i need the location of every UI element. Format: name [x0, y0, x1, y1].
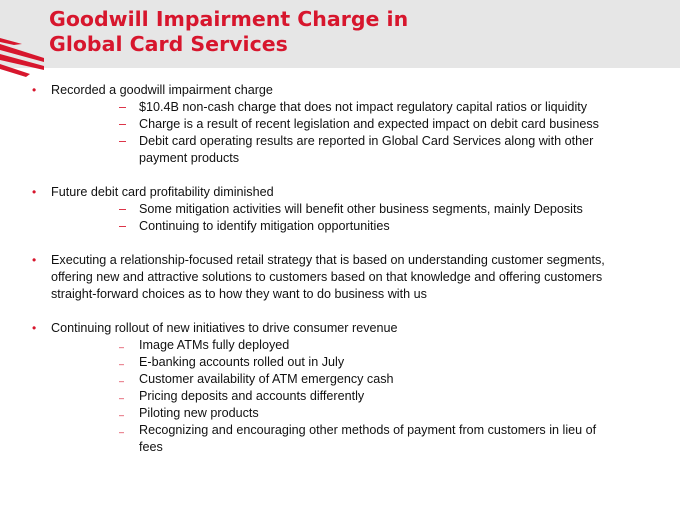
- bullet-item: [0, 252, 680, 303]
- dash-icon: –: [119, 393, 125, 403]
- bullet-text: Recorded a goodwill impairment charge: [51, 83, 273, 97]
- title-line-1: Goodwill Impairment Charge in: [49, 7, 409, 31]
- sub-item: [51, 371, 680, 388]
- bullet-item: [0, 82, 680, 167]
- bullet-text: Future debit card profitability diminished: [51, 185, 274, 199]
- dash-icon: –: [119, 134, 127, 148]
- title-line-2: Global Card Services: [49, 32, 288, 56]
- dash-icon: –: [119, 427, 125, 437]
- sub-item-text: Pricing deposits and accounts differently: [139, 389, 365, 403]
- sub-item: [51, 218, 680, 235]
- dash-icon: –: [119, 100, 127, 114]
- sub-item: [51, 99, 680, 116]
- sub-item: [51, 422, 680, 456]
- sub-item-text: Debit card operating results are reported in Global Card Services along with other payment products: [139, 134, 594, 165]
- bullet-list: [0, 82, 680, 473]
- dash-icon: –: [119, 219, 127, 233]
- sub-item-text: Recognizing and encouraging other methods of payment from customers in lieu of fees: [139, 423, 597, 454]
- bullet-text: Executing a relationship-focused retail strategy that is based on understanding customer segments, offering new and attractive solutions to customers based on that knowledge and offering customers straight-forward choices as to how they want to do business with us: [51, 253, 605, 301]
- sub-item-text: Some mitigation activities will benefit other business segments, mainly Deposits: [139, 202, 583, 216]
- bullet-dot-icon: •: [32, 83, 37, 97]
- sub-item: [51, 388, 680, 405]
- sub-item-text: Piloting new products: [139, 406, 259, 420]
- bullet-dot-icon: •: [32, 253, 37, 267]
- dash-icon: –: [119, 202, 127, 216]
- sub-item-text: $10.4B non-cash charge that does not impact regulatory capital ratios or liquidity: [139, 100, 588, 114]
- dash-icon: –: [119, 410, 125, 420]
- sub-item: [51, 116, 680, 133]
- dash-icon: –: [119, 359, 125, 369]
- sub-item-text: Customer availability of ATM emergency cash: [139, 372, 394, 386]
- bullet-item: [0, 320, 680, 456]
- bullet-dot-icon: •: [32, 185, 37, 199]
- sub-item: [51, 354, 680, 371]
- sub-item: [51, 405, 680, 422]
- sub-item-text: Continuing to identify mitigation opportunities: [139, 219, 390, 233]
- bullet-text: Continuing rollout of new initiatives to drive consumer revenue: [51, 321, 398, 335]
- dash-icon: –: [119, 376, 125, 386]
- sub-list: [51, 201, 680, 235]
- sub-list: [51, 337, 680, 456]
- sub-item: [51, 201, 680, 218]
- sub-item: [51, 133, 680, 167]
- dash-icon: –: [119, 117, 127, 131]
- page-title: [49, 7, 408, 57]
- bullet-item: [0, 184, 680, 235]
- dash-icon: –: [119, 342, 125, 352]
- sub-item-text: Image ATMs fully deployed: [139, 338, 290, 352]
- sub-item-text: Charge is a result of recent legislation and expected impact on debit card business: [139, 117, 599, 131]
- bullet-dot-icon: •: [32, 321, 37, 335]
- sub-item-text: E-banking accounts rolled out in July: [139, 355, 345, 369]
- sub-list: [51, 99, 680, 167]
- sub-item: [51, 337, 680, 354]
